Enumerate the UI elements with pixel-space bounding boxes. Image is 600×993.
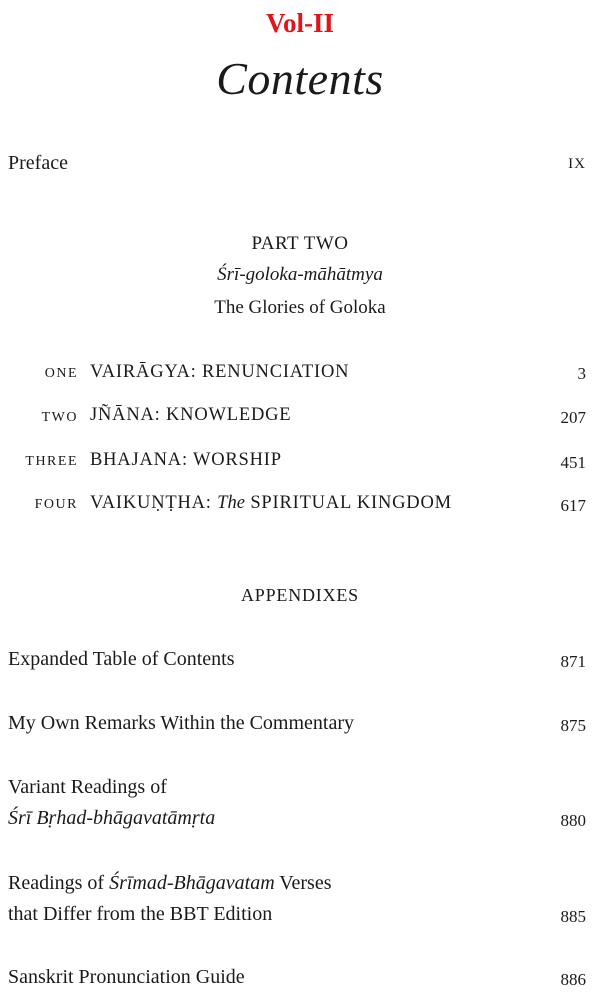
volume-label: Vol-II	[265, 8, 335, 38]
part-english-title: The Glories of Goloka	[214, 297, 386, 318]
part-sanskrit-title: Śrī-goloka-māhātmya	[217, 264, 383, 285]
appendix-entry[interactable]: Expanded Table of Contents	[8, 648, 235, 670]
appendix-page: 886	[560, 970, 586, 989]
chapter-title[interactable]: BHAJANA: WORSHIP	[90, 450, 282, 470]
appendix-line1-italic: Śrīmad-Bhāgavatam	[109, 872, 275, 894]
appendixes-heading: APPENDIXES	[240, 585, 359, 605]
preface-page: IX	[568, 156, 586, 172]
appendix-line1-suffix: Verses	[274, 872, 332, 894]
chapter-title-prefix: VAIKUṆṬHA:	[90, 493, 218, 513]
chapter-page: 451	[560, 453, 586, 472]
chapter-number: THREE	[25, 454, 78, 469]
appendix-page: 885	[560, 907, 586, 926]
appendix-entry[interactable]: My Own Remarks Within the Commentary	[8, 712, 355, 734]
appendix-line1-prefix: Readings of	[8, 872, 110, 894]
chapter-title[interactable]: VAIRĀGYA: RENUNCIATION	[90, 362, 350, 382]
part-heading: PART TWO	[251, 233, 349, 254]
appendix-entry-line2[interactable]: Śrī Bṛhad-bhāgavatāmṛta	[8, 807, 216, 829]
appendix-entry-line2[interactable]: that Differ from the BBT Edition	[8, 903, 273, 925]
chapter-title[interactable]	[90, 493, 452, 514]
appendix-entry-line1[interactable]	[8, 872, 332, 895]
chapter-number: ONE	[44, 366, 78, 381]
page-title: Contents	[216, 53, 384, 104]
chapter-title-suffix: SPIRITUAL KINGDOM	[244, 493, 452, 513]
chapter-number: FOUR	[34, 497, 78, 512]
appendix-entry[interactable]: Sanskrit Pronunciation Guide	[8, 966, 245, 988]
chapter-page: 617	[560, 496, 586, 515]
chapter-number: TWO	[41, 410, 78, 425]
appendix-page: 871	[560, 652, 586, 671]
chapter-title-italic: The	[217, 493, 245, 513]
chapter-page: 207	[560, 408, 586, 427]
chapter-title[interactable]: JÑĀNA: KNOWLEDGE	[90, 405, 292, 425]
appendix-page: 880	[560, 811, 586, 830]
preface-entry[interactable]	[8, 152, 68, 175]
appendix-page: 875	[560, 716, 586, 735]
chapter-page: 3	[577, 364, 586, 383]
appendix-entry-line1[interactable]: Variant Readings of	[8, 776, 167, 798]
preface-label: Preface	[8, 152, 68, 174]
